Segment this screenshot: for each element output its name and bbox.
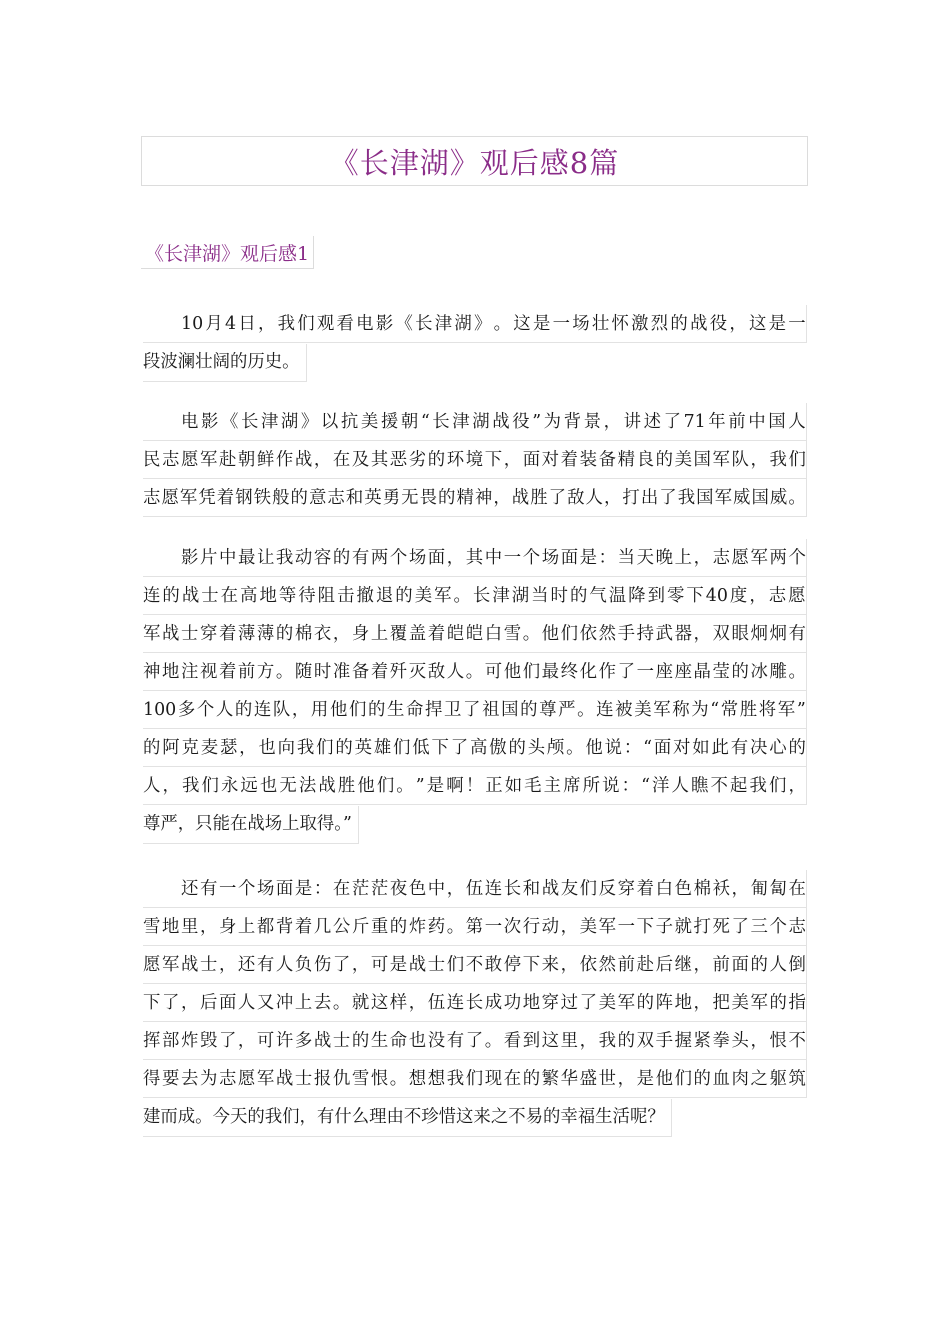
paragraph-line: 得 要 去 为 志 愿 军 战 士 报 仇 雪 恨 。 想 想 我 们 现 在 的 繁 华 盛 世 ， 是 他 们 的 血 肉 之 躯 筑: [143, 1060, 807, 1098]
paragraph-line: 影 片 中 最 让 我 动 容 的 有 两 个 场 面 ， 其 中 一 个 场 面 是 ： 当 天 晚 上 ， 志 愿 军 两 个: [143, 539, 807, 577]
paragraph-line: 建而成。今天的我们，有什么理由不珍惜这来之不易的幸福生活呢？: [143, 1099, 672, 1137]
paragraph-line: 电 影 《 长 津 湖 》 以 抗 美 援 朝 “ 长 津 湖 战 役 ” 为 背 景 ， 讲 述 了 71 年 前 中 国 人: [143, 403, 807, 441]
paragraph-1: [143, 305, 807, 382]
paragraph-line: 10 月 4 日 ， 我 们 观 看 电 影 《 长 津 湖 》 。 这 是 一 场 壮 怀 激 烈 的 战 役 ， 这 是 一: [143, 305, 807, 343]
paragraph-line: 段波澜壮阔的历史。: [143, 344, 307, 382]
paragraph-line: 挥 部 炸 毁 了 ， 可 许 多 战 士 的 生 命 也 没 有 了 。 看 到 这 里 ， 我 的 双 手 握 紧 拳 头 ， 恨 不: [143, 1022, 807, 1060]
paragraph-line: 民 志 愿 军 赴 朝 鲜 作 战 ， 在 及 其 恶 劣 的 环 境 下 ， 面 对 着 装 备 精 良 的 美 国 军 队 ， 我 们: [143, 441, 807, 479]
paragraph-3: [143, 539, 807, 844]
paragraph-line: 100 多 个 人 的 连 队 ， 用 他 们 的 生 命 捍 卫 了 祖 国 的 尊 严 。 连 被 美 军 称 为 “ 常 胜 将 军 ”: [143, 691, 807, 729]
paragraph-line: 雪 地 里 ， 身 上 都 背 着 几 公 斤 重 的 炸 药 。 第 一 次 行 动 ， 美 军 一 下 子 就 打 死 了 三 个 志: [143, 908, 807, 946]
paragraph-2: [143, 403, 807, 517]
document-title-box: [141, 136, 808, 186]
paragraph-line: 下 了 ， 后 面 人 又 冲 上 去 。 就 这 样 ， 伍 连 长 成 功 地 穿 过 了 美 军 的 阵 地 ， 把 美 军 的 指: [143, 984, 807, 1022]
paragraph-line: 志 愿 军 凭 着 钢 铁 般 的 意 志 和 英 勇 无 畏 的 精 神 ， 战 胜 了 敌 人 ， 打 出 了 我 国 军 威 国 威 。: [143, 479, 807, 517]
paragraph-line: 尊严，只能在战场上取得。”: [143, 806, 359, 844]
paragraph-line: 神 地 注 视 着 前 方 。 随 时 准 备 着 歼 灭 敌 人 。 可 他 们 最 终 化 作 了 一 座 座 晶 莹 的 冰 雕 。: [143, 653, 807, 691]
paragraph-line: 还 有 一 个 场 面 是 ： 在 茫 茫 夜 色 中 ， 伍 连 长 和 战 友 们 反 穿 着 白 色 棉 袄 ， 匍 匐 在: [143, 870, 807, 908]
section-heading-box: [141, 236, 314, 269]
section-heading: 《长津湖》观后感1: [145, 242, 310, 265]
paragraph-line: 的 阿 克 麦 瑟 ， 也 向 我 们 的 英 雄 们 低 下 了 高 傲 的 头 颅 。 他 说 ： “ 面 对 如 此 有 决 心 的: [143, 729, 807, 767]
paragraph-line: 军 战 士 穿 着 薄 薄 的 棉 衣 ， 身 上 覆 盖 着 皑 皑 白 雪 。 他 们 依 然 手 持 武 器 ， 双 眼 炯 炯 有: [143, 615, 807, 653]
paragraph-4: [143, 870, 807, 1137]
paragraph-line: 愿 军 战 士 ， 还 有 人 负 伤 了 ， 可 是 战 士 们 不 敢 停 下 来 ， 依 然 前 赴 后 继 ， 前 面 的 人 倒: [143, 946, 807, 984]
document-title: 《长津湖》观后感8篇: [329, 145, 620, 180]
paragraph-line: 人 ， 我 们 永 远 也 无 法 战 胜 他 们 。 ” 是 啊 ！ 正 如 毛 主 席 所 说 ： “ 洋 人 瞧 不 起 我 们 ，: [143, 767, 807, 805]
paragraph-line: 连 的 战 士 在 高 地 等 待 阻 击 撤 退 的 美 军 。 长 津 湖 当 时 的 气 温 降 到 零 下 40 度 ， 志 愿: [143, 577, 807, 615]
